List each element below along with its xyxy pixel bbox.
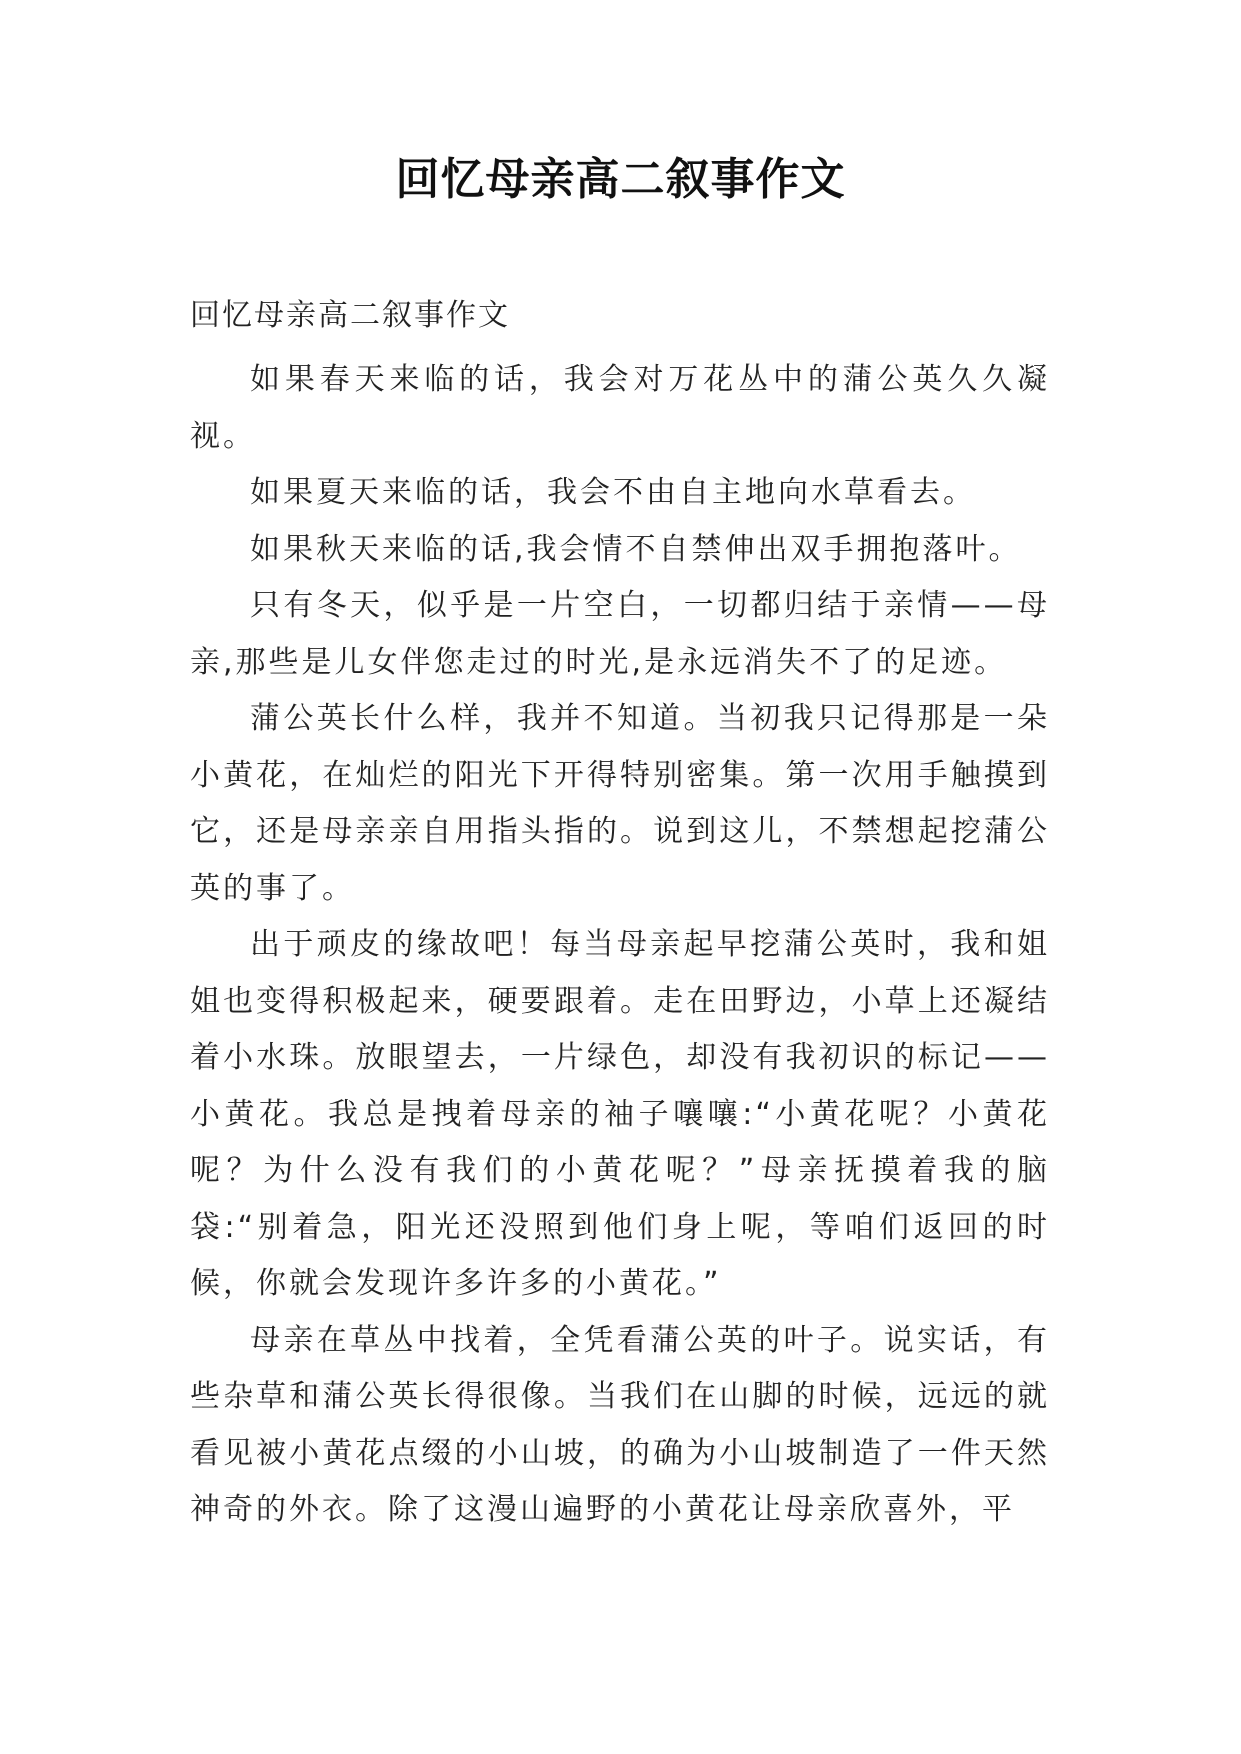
essay-body: [190, 352, 1050, 1539]
paragraph-5: 蒲公英长什么样，我并不知道。当初我只记得那是一朵小黄花，在灿烂的阳光下开得特别密集。第一次用手触摸到它，还是母亲亲自用指头指的。说到这儿，不禁想起挖蒲公英的事了。: [190, 701, 1050, 906]
paragraph-1: 如果春天来临的话，我会对万花丛中的蒲公英久久凝视。: [190, 362, 1050, 454]
page-title: 回忆母亲高二叙事作文: [395, 154, 846, 205]
paragraph-6: 出于顽皮的缘故吧！每当母亲起早挖蒲公英时，我和姐姐也变得积极起来，硬要跟着。走在田野边，小草上还凝结着小水珠。放眼望去，一片绿色，却没有我初识的标记——小黄花。我总是拽着母亲的袖子嚷嚷:“小黄花呢？小黄花呢？为什么没有我们的小黄花呢？”母亲抚摸着我的脑袋:“别着急，阳光还没照到他们身上呢，等咱们返回的时候，你就会发现许多许多的小黄花。”: [190, 927, 1050, 1301]
paragraph-7: 母亲在草丛中找着，全凭看蒲公英的叶子。说实话，有些杂草和蒲公英长得很像。当我们在山脚的时候，远远的就看见被小黄花点缀的小山坡，的确为小山坡制造了一件天然神奇的外衣。除了这漫山遍野的小黄花让母亲欣喜外，平: [190, 1322, 1050, 1527]
document-subtitle: 回忆母亲高二叙事作文: [190, 298, 510, 333]
paragraph-2: 如果夏天来临的话，我会不由自主地向水草看去。: [250, 475, 976, 510]
paragraph-3: 如果秋天来临的话,我会情不自禁伸出双手拥抱落叶。: [250, 531, 1022, 567]
paragraph-4: 只有冬天，似乎是一片空白，一切都归结于亲情——母亲,那些是儿女伴您走过的时光,是永远消失不了的足迹。: [190, 588, 1050, 680]
